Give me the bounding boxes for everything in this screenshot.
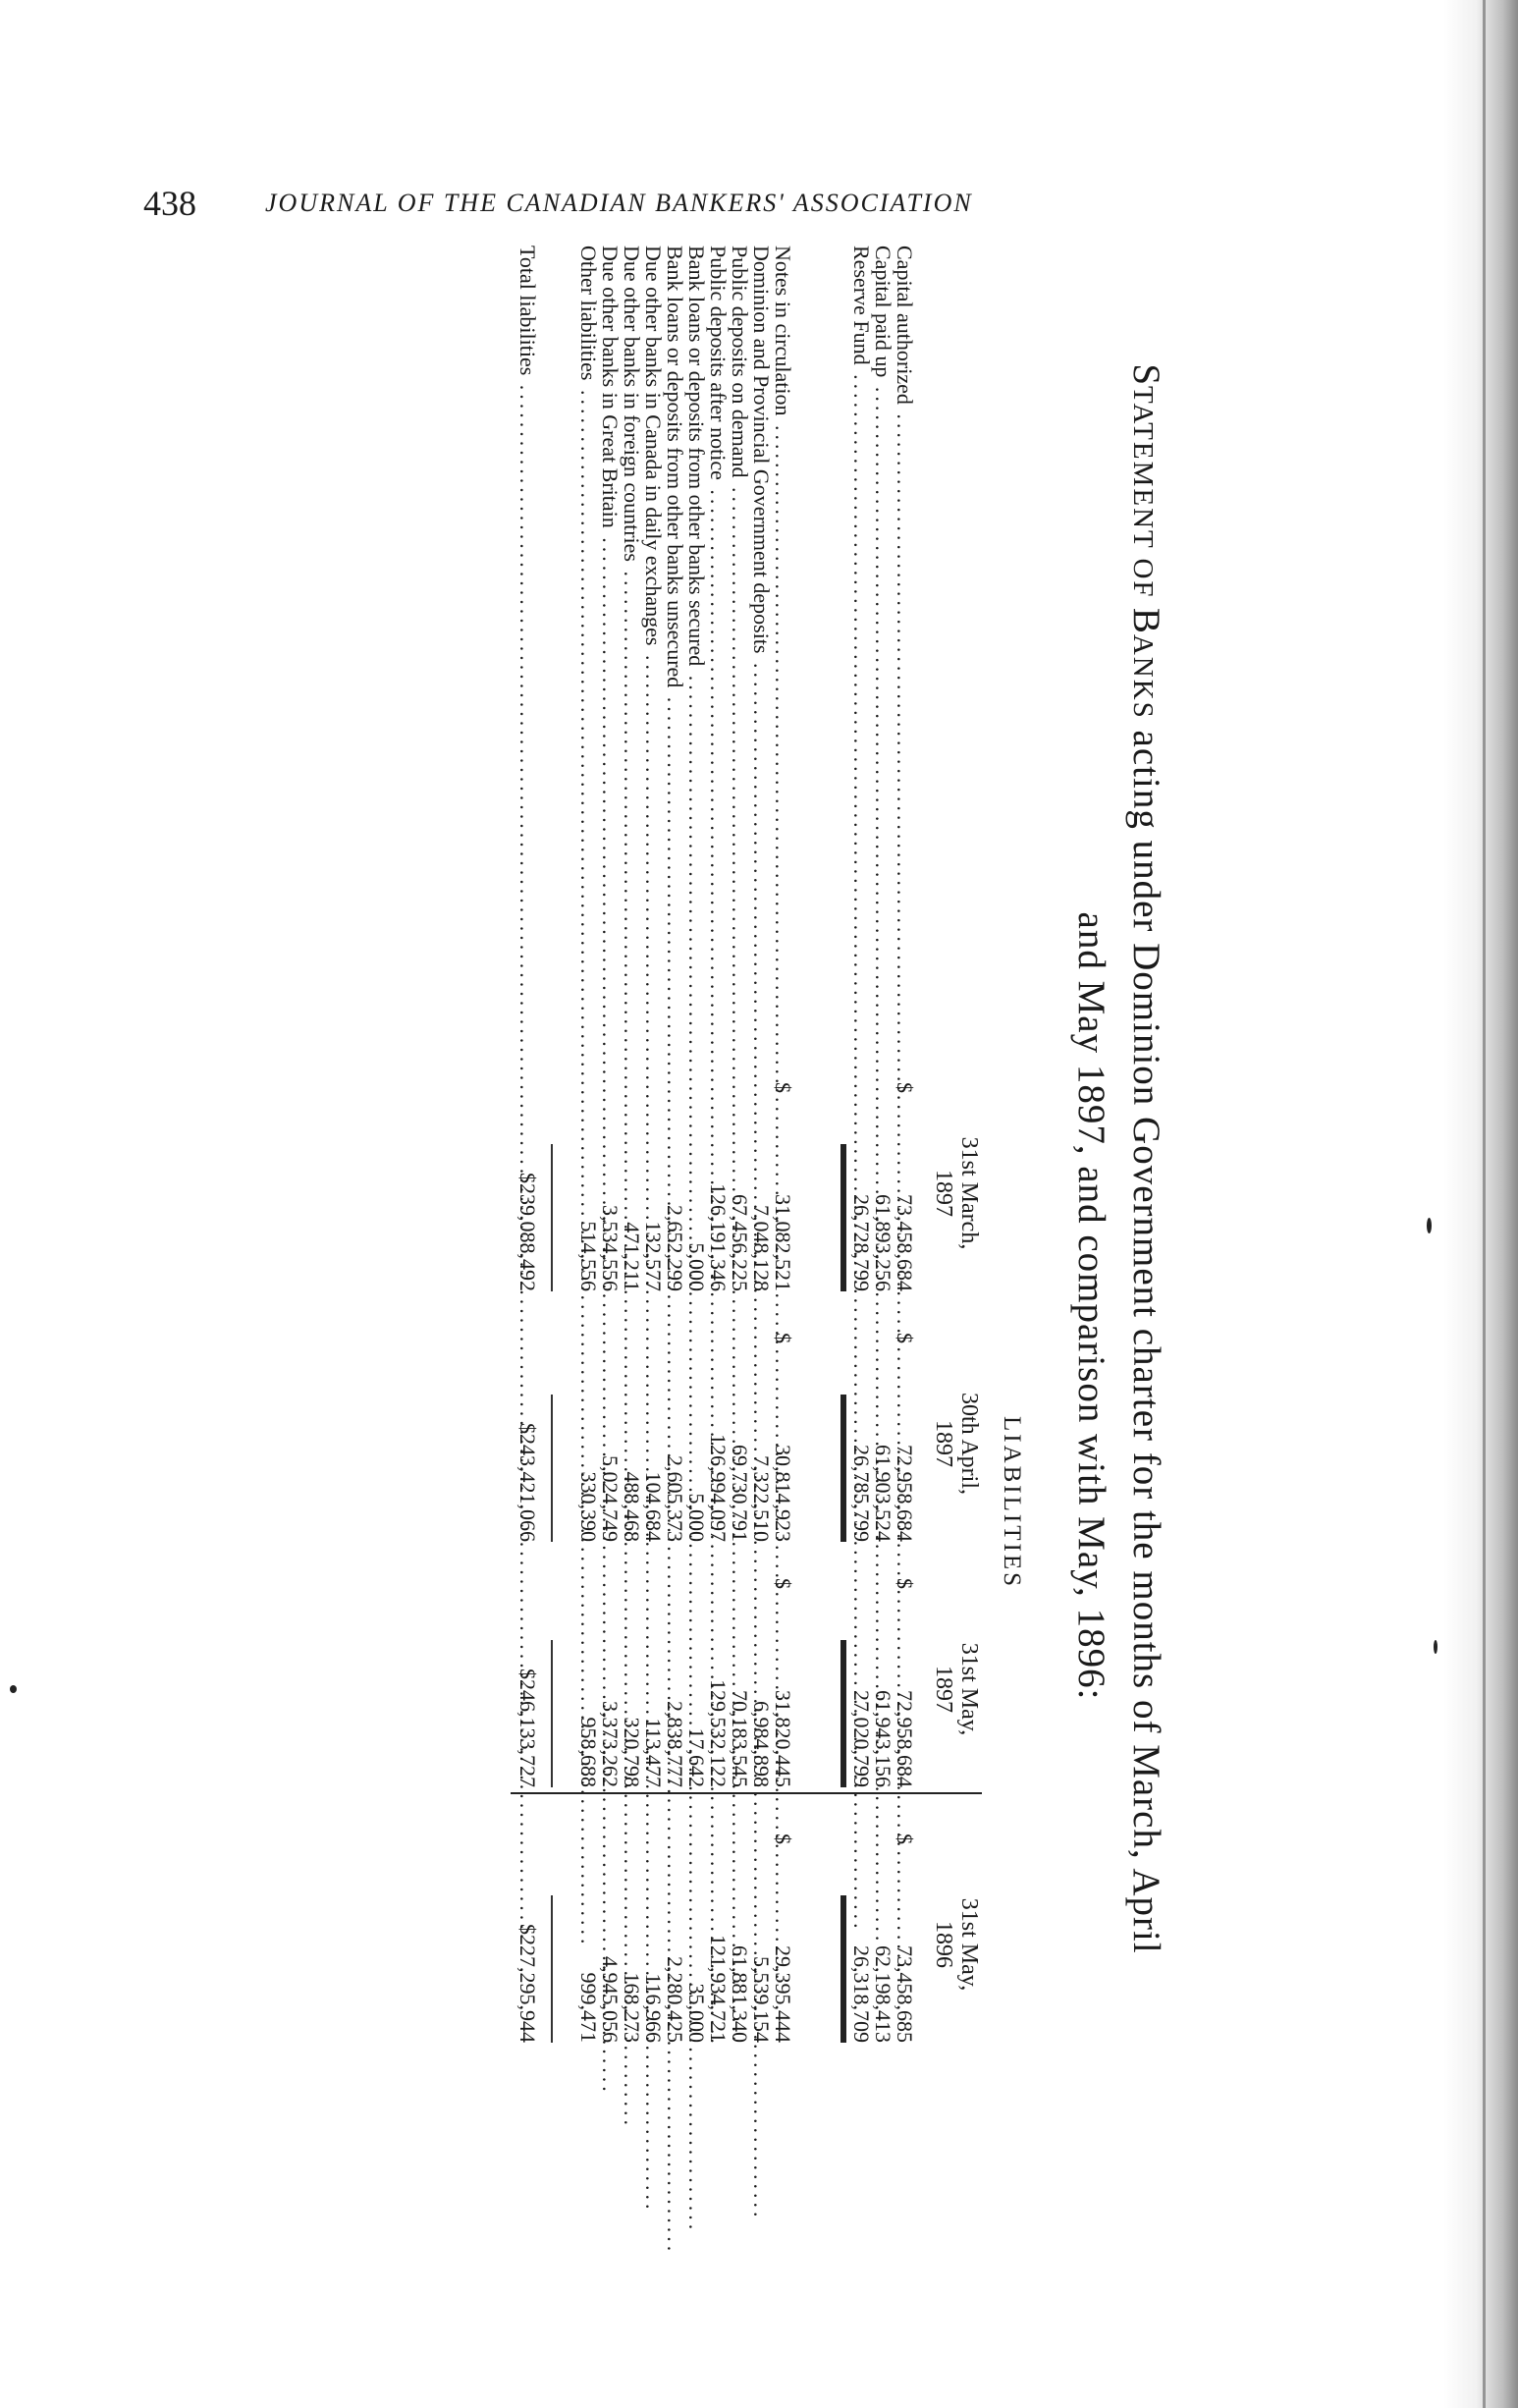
row-value: 5,000	[684, 1493, 709, 1542]
row-value: 17,642	[684, 1727, 709, 1787]
row-label: Total liabilities .....	[516, 246, 538, 1085]
row-value: 7,048,128	[749, 1205, 774, 1291]
row-value: 121,934,721	[706, 1935, 731, 2043]
row-value: 26,318,709	[849, 1945, 874, 2043]
dollar-sign: $	[893, 1833, 917, 1844]
row-value: 129,532,122	[706, 1679, 731, 1787]
ink-smudge	[1434, 1640, 1437, 1654]
row-label: Reserve Fund .....	[850, 246, 872, 1085]
row-value: 27,020,799	[849, 1690, 874, 1787]
row-value: $246,133,727	[515, 1669, 540, 1787]
total-rule	[551, 1895, 553, 2043]
row-value: 2,605,373	[663, 1455, 687, 1542]
page-number: 438	[143, 184, 196, 223]
row-label: Due other banks in Great Britain .....	[599, 246, 621, 1085]
row-value: 6,984,898	[749, 1701, 774, 1787]
capital-double-rule	[840, 1640, 846, 1787]
capital-double-rule	[840, 1144, 846, 1291]
row-label: Notes in circulation .....	[772, 246, 793, 1085]
row-value: 104,684	[641, 1471, 666, 1542]
row-value: 29,395,444	[771, 1945, 795, 2043]
row-value: 26,728,799	[849, 1194, 874, 1291]
dollar-sign: $	[771, 1333, 795, 1343]
row-value: $243,421,066	[515, 1423, 540, 1542]
row-value: 5,000	[684, 1242, 709, 1291]
row-value: 7,322,510	[749, 1455, 774, 1542]
row-value: 4,945,056	[598, 1956, 623, 2043]
row-value: $227,295,944	[515, 1924, 540, 2043]
column-divider	[511, 1792, 982, 1794]
row-value: 514,556	[576, 1221, 601, 1291]
row-value: 73,458,684	[893, 1194, 917, 1291]
row-value: 488,468	[620, 1471, 644, 1542]
row-label: Public deposits after notice .....	[707, 246, 729, 1085]
row-value: 999,471	[576, 1972, 601, 2043]
row-value: 2,838,777	[663, 1701, 687, 1787]
column-header-4: 31st May, 1896	[931, 1897, 982, 1992]
row-value: $239,088,492	[515, 1173, 540, 1291]
row-label: Bank loans or deposits from other banks secured .....	[685, 246, 707, 1085]
row-label: Capital authorized .....	[894, 246, 915, 1085]
row-label: Bank loans or deposits from other banks unsecured .....	[664, 246, 685, 1085]
row-value: 62,198,413	[871, 1945, 895, 2043]
row-value: 31,820,445	[771, 1690, 795, 1787]
row-label: Due other banks in Canada in daily exchanges .....	[642, 246, 664, 1085]
column-header-3: 31st May, 1897	[931, 1642, 982, 1736]
dollar-sign: $	[771, 1578, 795, 1589]
row-value: 69,730,791	[728, 1445, 752, 1542]
dollar-sign: $	[771, 1082, 795, 1093]
row-value: 168,273	[620, 1972, 644, 2043]
row-value: 35,000	[684, 1983, 709, 2043]
dollar-sign: $	[893, 1578, 917, 1589]
row-label: Public deposits on demand .....	[729, 246, 750, 1085]
row-value: 126,191,346	[706, 1183, 731, 1291]
row-value: 132,577	[641, 1221, 666, 1291]
ink-smudge	[10, 1685, 17, 1693]
row-label: Dominion and Provincial Government deposits .....	[750, 246, 772, 1085]
row-label: Other liabilities .....	[577, 246, 599, 1085]
row-value: 471,211	[620, 1222, 644, 1291]
row-label: Capital paid up .....	[872, 246, 894, 1085]
row-value: 61,893,256	[871, 1194, 895, 1291]
row-value: 5,024,749	[598, 1455, 623, 1542]
row-value: 26,785,799	[849, 1445, 874, 1542]
row-value: 330,390	[576, 1471, 601, 1542]
row-value: 61,881,340	[728, 1945, 752, 2043]
row-value: 61,943,156	[871, 1690, 895, 1787]
column-header-2: 30th April, 1897	[931, 1392, 982, 1495]
row-value: 5,539,154	[749, 1956, 774, 2043]
row-value: 67,456,225	[728, 1194, 752, 1291]
total-rule	[551, 1640, 553, 1787]
page-binding-edge	[1483, 0, 1486, 2408]
dollar-sign: $	[771, 1833, 795, 1844]
row-value: 72,958,684	[893, 1445, 917, 1542]
section-title: LIABILITIES	[999, 1415, 1025, 1590]
rotated-statement	[216, 246, 1178, 2072]
total-rule	[551, 1395, 553, 1542]
row-value: 2,652,299	[663, 1205, 687, 1291]
total-rule	[551, 1144, 553, 1291]
journal-title: JOURNAL OF THE CANADIAN BANKERS' ASSOCIATION	[265, 189, 973, 217]
capital-double-rule	[840, 1895, 846, 2043]
ink-smudge	[1427, 1218, 1432, 1233]
column-header-1: 31st March, 1897	[931, 1136, 982, 1250]
row-value: 31,082,521	[771, 1194, 795, 1291]
statement-title-line1: STATEMENT OF BANKS acting under Dominion Government charter for the months of March, April	[1125, 363, 1167, 1954]
row-value: 2,280,425	[663, 1956, 687, 2043]
row-value: 70,183,545	[728, 1690, 752, 1787]
row-value: 73,458,685	[893, 1945, 917, 2043]
row-label: Due other banks in foreign countries .....	[621, 246, 642, 1085]
statement-title-line2: and May 1897, and comparison with May, 1896:	[1070, 911, 1112, 1701]
page-binding-shadow	[1443, 0, 1518, 2408]
row-value: 958,688	[576, 1717, 601, 1787]
dollar-sign: $	[893, 1082, 917, 1093]
row-value: 126,994,097	[706, 1434, 731, 1542]
row-value: 113,477	[641, 1718, 666, 1787]
row-value: 3,534,556	[598, 1205, 623, 1291]
row-value: 61,903,524	[871, 1445, 895, 1542]
row-value: 72,958,684	[893, 1690, 917, 1787]
row-value: 3,373,262	[598, 1701, 623, 1787]
capital-double-rule	[840, 1395, 846, 1542]
dollar-sign: $	[893, 1333, 917, 1343]
row-value: 30,814,923	[771, 1445, 795, 1542]
row-value: 116,966	[641, 1973, 666, 2043]
page-header	[98, 177, 1198, 246]
row-value: 320,798	[620, 1717, 644, 1787]
